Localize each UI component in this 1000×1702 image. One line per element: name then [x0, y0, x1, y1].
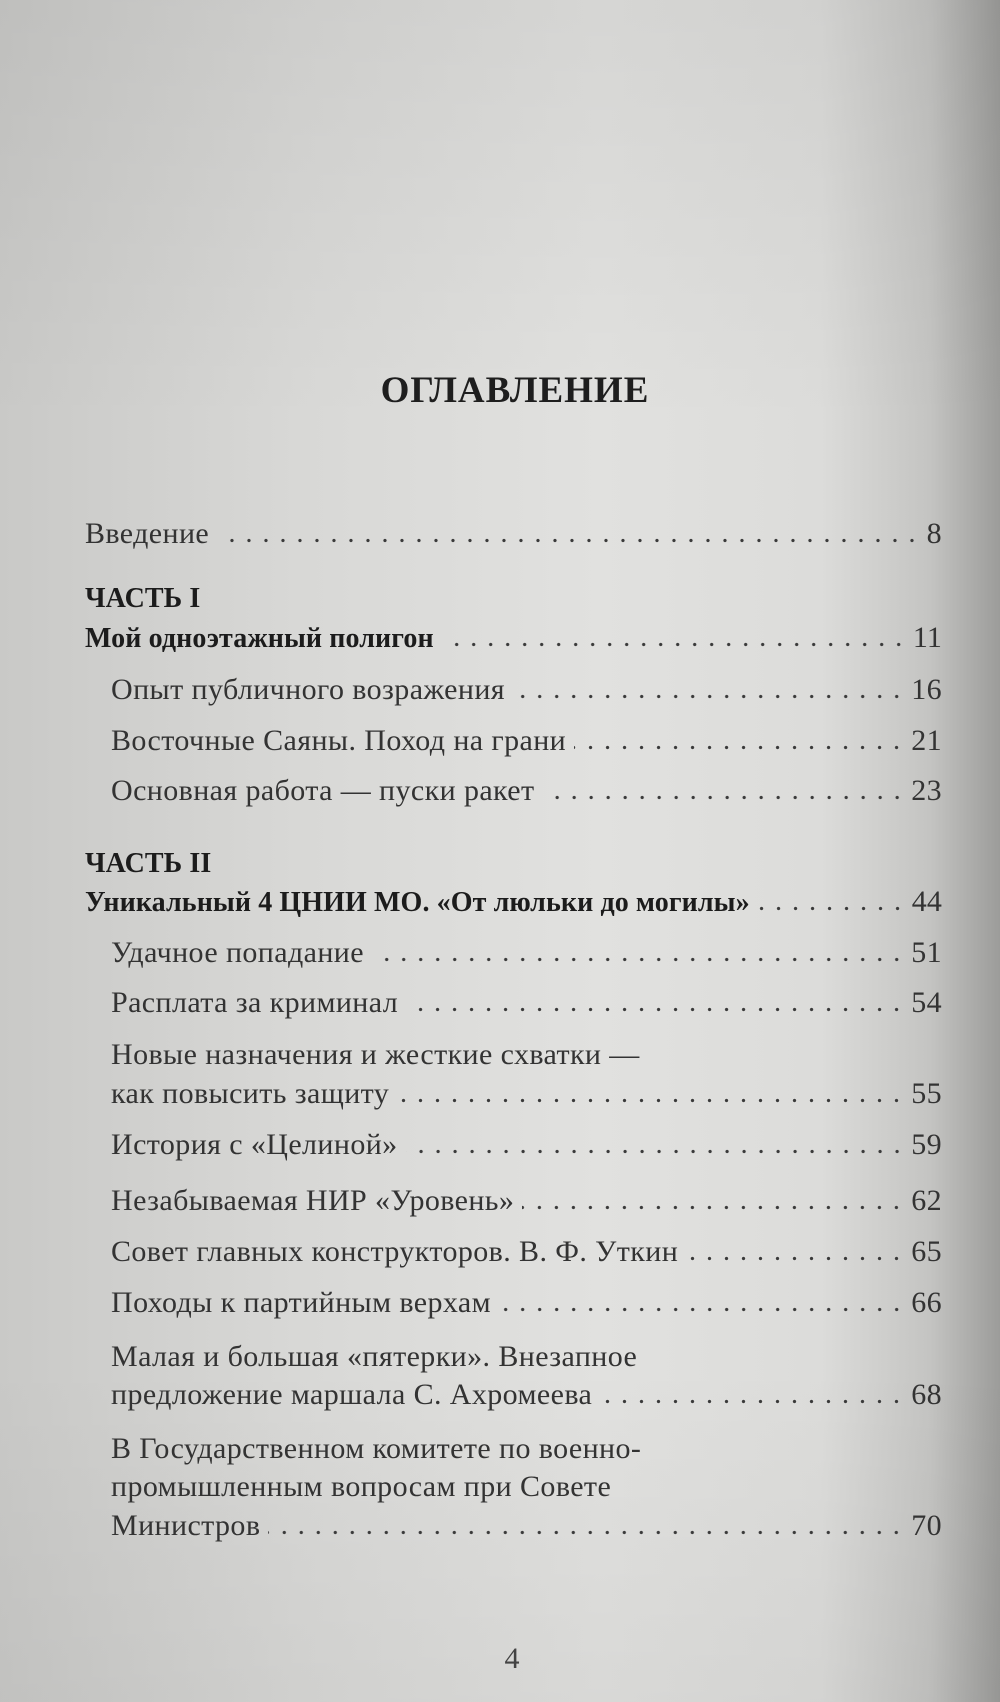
dot-leader: [686, 1256, 905, 1261]
dot-leader: [268, 1530, 905, 1535]
dot-leader: [758, 906, 906, 911]
toc-entry-title: Походы к партийным верхам: [111, 1286, 492, 1319]
toc-section-entry: [111, 935, 942, 971]
dot-leader: [499, 1307, 905, 1312]
dot-leader: [442, 642, 907, 647]
toc-entry-title-line: промышленным вопросам при Совете: [111, 1470, 612, 1503]
toc-entry-title-line: Министров: [111, 1509, 261, 1542]
toc-entry-page: 11: [912, 621, 942, 654]
dot-leader: [574, 745, 905, 750]
dot-leader: [600, 1399, 905, 1404]
dot-leader: [217, 538, 920, 543]
toc-section-entry: [111, 1076, 942, 1112]
dot-leader: [406, 1007, 905, 1012]
toc-entry-title-line: В Государственном комитете по военно-: [111, 1432, 642, 1465]
toc-entry-page: 23: [911, 774, 942, 807]
toc-entry-title-line: Новые назначения и жесткие схватки —: [111, 1038, 640, 1071]
toc-section-entry: [111, 773, 942, 809]
part-heading-label: ЧАСТЬ I: [85, 583, 201, 614]
toc-entry-page: 54: [911, 986, 942, 1019]
toc-section-entry: [111, 985, 942, 1021]
toc-entry-title-line: предложение маршала С. Ахромеева: [111, 1378, 593, 1411]
toc-entry-page: 16: [911, 673, 942, 706]
toc-section-entry-line: [111, 1469, 942, 1505]
toc-entry-page: 21: [911, 724, 942, 757]
toc-entry-page: 62: [911, 1184, 942, 1217]
toc-entry-page: 8: [926, 517, 942, 550]
toc-entry-title: Удачное попадание: [111, 936, 364, 969]
dot-leader: [543, 795, 906, 800]
toc-entry-title-line: как повысить защиту: [111, 1077, 390, 1110]
toc-chapter-entry: [85, 884, 942, 921]
page-number: 4: [504, 1642, 520, 1675]
toc-section-entry-line: [111, 1037, 942, 1073]
toc-section-entry: [111, 723, 942, 759]
toc-entry-title: Уникальный 4 ЦНИИ МО. «От люльки до могилы»: [85, 887, 750, 918]
toc-section-entry: [111, 672, 942, 708]
toc-section-entry: [111, 1508, 942, 1544]
toc-entry-page: 51: [911, 936, 942, 969]
toc-entry-title: Опыт публичного возражения: [111, 673, 505, 706]
toc-section-entry: [111, 1285, 942, 1321]
dot-leader: [522, 1205, 905, 1210]
toc-entry-page: 66: [911, 1286, 942, 1319]
toc-entry-page: 44: [911, 885, 942, 918]
toc-entry-page: 59: [911, 1128, 942, 1161]
toc-entry-title-line: Малая и большая «пятерки». Внезапное: [111, 1340, 638, 1373]
dot-leader: [397, 1098, 905, 1103]
part-heading: [85, 581, 942, 617]
toc-entry-title: Основная работа — пуски ракет: [111, 774, 535, 807]
toc-title: ОГЛАВЛЕНИЕ: [380, 370, 650, 411]
toc-chapter-entry: [85, 620, 942, 657]
toc-entry-title: Введение: [85, 517, 210, 550]
toc-section-entry: [111, 1127, 942, 1163]
part-heading: [85, 846, 942, 882]
toc-section-entry: [111, 1183, 942, 1219]
toc-section-entry: [111, 1234, 942, 1270]
toc-entry-title: История с «Целиной»: [111, 1128, 398, 1161]
dot-leader: [406, 1149, 906, 1154]
dot-leader: [513, 694, 905, 699]
toc-entry-page: 55: [911, 1077, 942, 1110]
toc-section-entry-line: [111, 1339, 942, 1375]
toc-section-entry: [111, 1377, 942, 1413]
toc-entry-title: Восточные Саяны. Поход на грани: [111, 724, 567, 757]
toc-entry-page: 70: [911, 1509, 942, 1542]
toc-entry-title: Мой одноэтажный полигон: [85, 623, 434, 654]
toc-section-entry-line: [111, 1431, 942, 1467]
part-heading-label: ЧАСТЬ II: [85, 848, 212, 879]
toc-entry-title: Расплата за криминал: [111, 986, 399, 1019]
dot-leader: [372, 957, 905, 962]
toc-entry-intro: [85, 516, 942, 552]
toc-entry-page: 65: [911, 1235, 942, 1268]
toc-entry-title: Незабываемая НИР «Уровень»: [111, 1184, 515, 1217]
toc-entry-page: 68: [911, 1378, 942, 1411]
toc-entry-title: Совет главных конструкторов. В. Ф. Уткин: [111, 1235, 679, 1268]
